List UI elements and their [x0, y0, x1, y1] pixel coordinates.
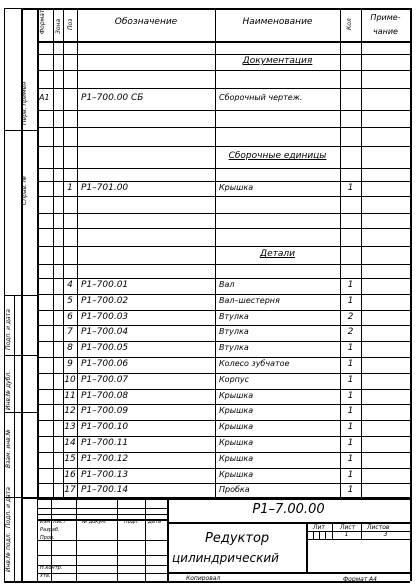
grid-line [37, 357, 410, 358]
row-qty: 1 [347, 343, 354, 353]
row-qty: 1 [347, 470, 354, 480]
section-heading: Детали [260, 249, 295, 259]
row-designation: Р1–700.09 [81, 406, 129, 416]
grid-line [4, 295, 37, 296]
row-pos: 9 [67, 359, 73, 369]
col-sign: Подп. [124, 519, 140, 525]
grid-line [14, 295, 15, 581]
row-designation: Р1–700.08 [81, 391, 129, 401]
row-pos: 16 [64, 470, 76, 480]
role-checked: Пров. [40, 535, 55, 541]
header-pos: Поз [67, 18, 74, 30]
grid-line [37, 499, 410, 500]
side-first-use: Перв. примен [21, 81, 28, 125]
title-line-2: цилиндрический [172, 551, 279, 565]
row-qty: 1 [347, 391, 354, 401]
grid-line [410, 8, 412, 581]
grid-line [37, 436, 410, 437]
row-name: Колесо зубчатое [219, 359, 290, 368]
row-name: Крышка [219, 391, 254, 400]
grid-line [37, 573, 167, 574]
row-name: Вал [219, 280, 235, 289]
row-designation: Р1–700.06 [81, 359, 129, 369]
row-pos: 12 [64, 406, 76, 416]
row-qty: 1 [347, 438, 354, 448]
grid-line [76, 497, 77, 581]
row-qty: 1 [347, 359, 354, 369]
grid-line [21, 8, 22, 295]
grid-line [37, 420, 410, 421]
grid-line [37, 508, 167, 509]
row-pos: 5 [67, 296, 73, 306]
side-sign-date-2: Подп. и дата [5, 487, 12, 528]
row-pos: 1 [67, 183, 73, 193]
grid-line [37, 70, 410, 71]
grid-line [4, 355, 37, 356]
grid-line [37, 404, 410, 405]
row-qty: 1 [347, 183, 354, 193]
row-designation: Р1–700.00 СБ [81, 93, 144, 103]
sheet-label: Лист [340, 524, 356, 531]
row-pos: 6 [67, 312, 73, 322]
sheets-value: 3 [383, 531, 388, 538]
grid-line [117, 497, 118, 581]
section-heading: Документация [242, 56, 313, 66]
row-designation: Р1–700.02 [81, 296, 129, 306]
side-repl-inv: Взам. инв.№ [5, 429, 12, 468]
row-name: Втулка [219, 312, 249, 321]
row-qty: 1 [347, 485, 354, 495]
col-date: Дата [148, 519, 161, 525]
row-pos: 14 [64, 438, 76, 448]
row-pos: 13 [64, 422, 76, 432]
row-pos: 17 [64, 485, 76, 495]
row-name: Корпус [219, 375, 250, 384]
grid-line [53, 8, 54, 497]
row-designation: Р1–700.05 [81, 343, 129, 353]
format-value: А4 [369, 576, 377, 583]
row-name: Вал–шестерня [219, 296, 280, 305]
grid-line [37, 341, 410, 342]
row-pos: 11 [64, 391, 76, 401]
header-name: Наименование [242, 17, 313, 27]
grid-line [37, 294, 410, 295]
col-change: Изм [40, 519, 51, 525]
row-name: Втулка [219, 343, 249, 352]
header-format: Формат [39, 9, 46, 34]
grid-line [37, 127, 410, 128]
grid-line [37, 310, 410, 311]
grid-line [37, 41, 410, 43]
row-designation: Р1–700.13 [81, 470, 129, 480]
grid-line [37, 468, 410, 469]
side-ref-no: Справ. № [21, 175, 28, 205]
grid-line [37, 213, 410, 214]
grid-line [37, 146, 410, 147]
grid-line [4, 412, 37, 413]
header-zone: Зона [55, 18, 62, 34]
row-name: Сборочный чертеж. [219, 93, 303, 102]
side-sign-date-1: Подп. и дата [5, 309, 12, 350]
role-norm: Н.контр. [40, 565, 63, 571]
row-designation: Р1–700.12 [81, 454, 129, 464]
row-pos: 4 [67, 280, 73, 290]
grid-line [37, 110, 410, 111]
row-format: A1 [39, 93, 50, 102]
row-name: Крышка [219, 470, 254, 479]
grid-line [37, 483, 410, 484]
grid-line [37, 373, 410, 374]
copied-label: Копировал [186, 575, 221, 582]
row-pos: 7 [67, 327, 73, 337]
row-qty: 1 [347, 280, 354, 290]
grid-line [37, 88, 410, 89]
grid-line [21, 497, 410, 499]
row-qty: 2 [347, 327, 354, 337]
sheets-label: Листов [367, 524, 390, 531]
grid-line [319, 531, 320, 539]
row-designation: Р1–700.14 [81, 485, 129, 495]
header-qty: Кол [346, 18, 353, 30]
row-qty: 1 [347, 375, 354, 385]
grid-line [37, 497, 38, 581]
row-qty: 2 [347, 312, 354, 322]
row-pos: 8 [67, 343, 73, 353]
col-doc: № докум. [82, 519, 107, 525]
grid-line [4, 581, 37, 582]
grid-line [313, 531, 314, 539]
row-pos: 10 [64, 375, 76, 385]
row-designation: Р1–701.00 [81, 183, 129, 193]
section-heading: Сборочные единицы [228, 151, 327, 161]
row-qty: 1 [347, 422, 354, 432]
role-approved: Утв. [40, 573, 51, 579]
grid-line [37, 278, 410, 279]
grid-line [37, 389, 410, 390]
grid-line [37, 8, 39, 497]
row-designation: Р1–700.04 [81, 327, 129, 337]
grid-line [325, 531, 326, 539]
side-orig-inv: Инв.№ подл. [5, 532, 12, 572]
grid-line [306, 522, 308, 572]
lit-label: Лит [313, 524, 325, 531]
row-pos: 15 [64, 454, 76, 464]
row-designation: Р1–700.10 [81, 422, 129, 432]
grid-line [37, 228, 410, 229]
row-name: Пробка [219, 485, 250, 494]
grid-line [37, 514, 167, 515]
grid-line [37, 452, 410, 453]
grid-line [77, 8, 78, 497]
row-designation: Р1–700.07 [81, 375, 129, 385]
row-name: Крышка [219, 183, 254, 192]
row-qty: 1 [347, 296, 354, 306]
grid-line [37, 54, 410, 55]
grid-line [37, 540, 167, 541]
grid-line [37, 168, 410, 169]
row-designation: Р1–700.03 [81, 312, 129, 322]
grid-line [167, 572, 410, 574]
row-name: Крышка [219, 422, 254, 431]
row-name: Крышка [219, 406, 254, 415]
grid-line [37, 555, 167, 556]
grid-line [37, 181, 410, 182]
grid-line [37, 196, 410, 197]
row-name: Втулка [219, 327, 249, 336]
grid-line [37, 325, 410, 326]
grid-line [361, 8, 362, 497]
row-designation: Р1–700.01 [81, 280, 129, 290]
grid-line [37, 246, 410, 247]
grid-line [306, 539, 410, 540]
row-qty: 1 [347, 454, 354, 464]
row-qty: 1 [347, 406, 354, 416]
col-sheet: Лист [53, 519, 66, 525]
header-designation: Обозначение [114, 17, 178, 27]
sheet-value: 1 [344, 531, 349, 538]
header-note-1: Приме- [370, 13, 401, 22]
side-dup-inv: Инв.№ дубл. [5, 370, 12, 410]
row-name: Крышка [219, 438, 254, 447]
title-line-1: Редуктор [205, 531, 270, 546]
row-name: Крышка [219, 454, 254, 463]
grid-line [145, 497, 146, 581]
row-designation: Р1–700.11 [81, 438, 129, 448]
title-designation: Р1–7.00.00 [252, 502, 325, 517]
format-label: Формат [343, 576, 368, 583]
role-developed: Разраб. [40, 527, 60, 533]
grid-line [37, 264, 410, 265]
header-note-2: чание [373, 27, 398, 36]
